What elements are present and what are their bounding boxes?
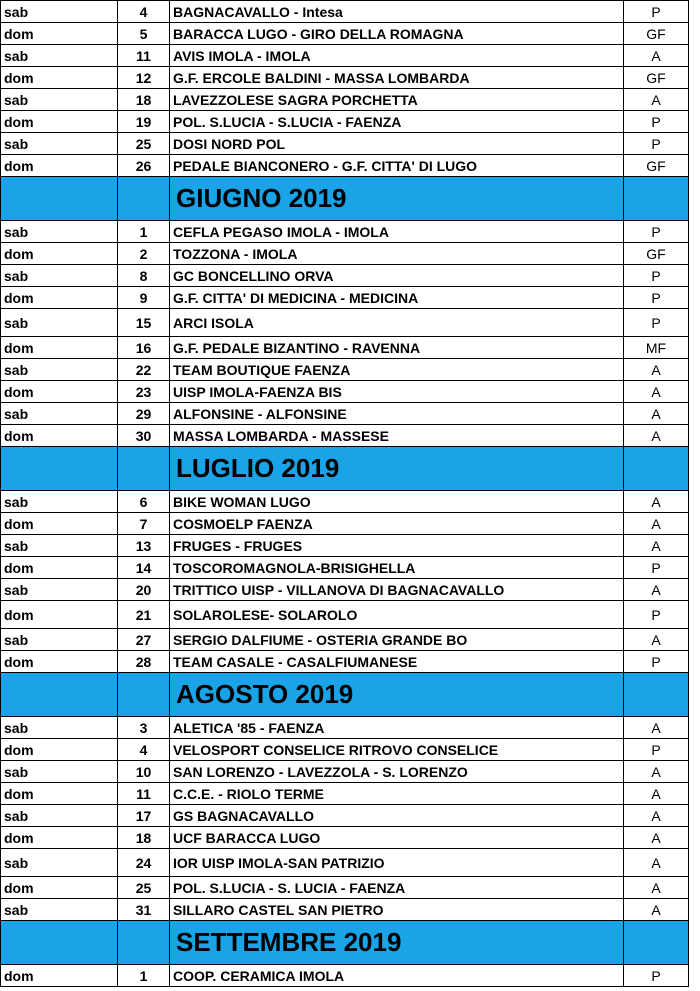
event-cell: G.F. PEDALE BIZANTINO - RAVENNA <box>170 337 624 359</box>
type-cell: A <box>624 425 689 447</box>
month-header-empty-cell <box>1 673 118 717</box>
day-cell: sab <box>1 403 118 425</box>
table-row <box>1 877 689 899</box>
date-number-cell: 4 <box>118 739 170 761</box>
type-cell: A <box>624 89 689 111</box>
event-cell: VELOSPORT CONSELICE RITROVO CONSELICE <box>170 739 624 761</box>
event-cell: C.C.E. - RIOLO TERME <box>170 783 624 805</box>
type-cell: A <box>624 629 689 651</box>
table-row <box>1 381 689 403</box>
type-cell: A <box>624 45 689 67</box>
month-title: GIUGNO 2019 <box>170 177 624 221</box>
day-cell: sab <box>1 849 118 877</box>
day-cell: dom <box>1 827 118 849</box>
type-cell: P <box>624 651 689 673</box>
event-cell: UISP IMOLA-FAENZA BIS <box>170 381 624 403</box>
table-row <box>1 579 689 601</box>
event-cell: UCF BARACCA LUGO <box>170 827 624 849</box>
day-cell: sab <box>1 535 118 557</box>
event-cell: TEAM CASALE - CASALFIUMANESE <box>170 651 624 673</box>
type-cell: P <box>624 309 689 337</box>
table-row <box>1 425 689 447</box>
event-cell: AVIS IMOLA - IMOLA <box>170 45 624 67</box>
day-cell: dom <box>1 601 118 629</box>
day-cell: sab <box>1 45 118 67</box>
type-cell: A <box>624 877 689 899</box>
type-cell: P <box>624 287 689 309</box>
date-number-cell: 24 <box>118 849 170 877</box>
day-cell: sab <box>1 491 118 513</box>
month-title: AGOSTO 2019 <box>170 673 624 717</box>
day-cell: sab <box>1 133 118 155</box>
event-cell: BARACCA LUGO - GIRO DELLA ROMAGNA <box>170 23 624 45</box>
table-row <box>1 337 689 359</box>
type-cell: P <box>624 739 689 761</box>
date-number-cell: 6 <box>118 491 170 513</box>
event-cell: MASSA LOMBARDA - MASSESE <box>170 425 624 447</box>
day-cell: dom <box>1 111 118 133</box>
date-number-cell: 27 <box>118 629 170 651</box>
type-cell: A <box>624 805 689 827</box>
type-cell: P <box>624 1 689 23</box>
event-cell: FRUGES - FRUGES <box>170 535 624 557</box>
table-row <box>1 243 689 265</box>
event-cell: ARCI ISOLA <box>170 309 624 337</box>
date-number-cell: 29 <box>118 403 170 425</box>
type-cell: P <box>624 111 689 133</box>
date-number-cell: 2 <box>118 243 170 265</box>
day-cell: dom <box>1 877 118 899</box>
type-cell: A <box>624 359 689 381</box>
type-cell: A <box>624 403 689 425</box>
day-cell: dom <box>1 287 118 309</box>
day-cell: dom <box>1 651 118 673</box>
date-number-cell: 11 <box>118 45 170 67</box>
table-row <box>1 287 689 309</box>
table-row <box>1 805 689 827</box>
event-cell: BAGNACAVALLO - Intesa <box>170 1 624 23</box>
type-cell: A <box>624 491 689 513</box>
month-header-empty-cell <box>118 921 170 965</box>
table-row <box>1 629 689 651</box>
table-row <box>1 739 689 761</box>
date-number-cell: 1 <box>118 965 170 987</box>
table-row <box>1 535 689 557</box>
day-cell: sab <box>1 359 118 381</box>
table-row <box>1 783 689 805</box>
month-header-empty-cell <box>624 177 689 221</box>
date-number-cell: 13 <box>118 535 170 557</box>
date-number-cell: 9 <box>118 287 170 309</box>
table-row <box>1 45 689 67</box>
type-cell: GF <box>624 67 689 89</box>
event-cell: COOP. CERAMICA IMOLA <box>170 965 624 987</box>
type-cell: A <box>624 899 689 921</box>
day-cell: sab <box>1 265 118 287</box>
day-cell: dom <box>1 337 118 359</box>
date-number-cell: 28 <box>118 651 170 673</box>
month-header-row <box>1 673 689 717</box>
table-row <box>1 717 689 739</box>
table-row <box>1 133 689 155</box>
month-header-empty-cell <box>1 921 118 965</box>
month-header-empty-cell <box>118 447 170 491</box>
month-header-row <box>1 177 689 221</box>
month-header-empty-cell <box>624 673 689 717</box>
date-number-cell: 26 <box>118 155 170 177</box>
event-cell: G.F. CITTA' DI MEDICINA - MEDICINA <box>170 287 624 309</box>
date-number-cell: 20 <box>118 579 170 601</box>
type-cell: A <box>624 717 689 739</box>
type-cell: A <box>624 783 689 805</box>
type-cell: P <box>624 133 689 155</box>
table-row <box>1 849 689 877</box>
table-row <box>1 89 689 111</box>
table-row <box>1 67 689 89</box>
date-number-cell: 21 <box>118 601 170 629</box>
table-row <box>1 491 689 513</box>
date-number-cell: 31 <box>118 899 170 921</box>
table-row <box>1 23 689 45</box>
day-cell: sab <box>1 309 118 337</box>
day-cell: dom <box>1 739 118 761</box>
table-row <box>1 557 689 579</box>
type-cell: A <box>624 849 689 877</box>
event-cell: TEAM BOUTIQUE FAENZA <box>170 359 624 381</box>
date-number-cell: 3 <box>118 717 170 739</box>
table-row <box>1 827 689 849</box>
event-cell: IOR UISP IMOLA-SAN PATRIZIO <box>170 849 624 877</box>
event-cell: POL. S.LUCIA - S.LUCIA - FAENZA <box>170 111 624 133</box>
event-cell: ALETICA '85 - FAENZA <box>170 717 624 739</box>
month-header-row <box>1 921 689 965</box>
table-row <box>1 761 689 783</box>
date-number-cell: 14 <box>118 557 170 579</box>
day-cell: dom <box>1 513 118 535</box>
table-row <box>1 111 689 133</box>
event-cell: SAN LORENZO - LAVEZZOLA - S. LORENZO <box>170 761 624 783</box>
table-row <box>1 899 689 921</box>
date-number-cell: 15 <box>118 309 170 337</box>
table-row <box>1 651 689 673</box>
day-cell: sab <box>1 579 118 601</box>
month-header-empty-cell <box>624 447 689 491</box>
event-cell: SILLARO CASTEL SAN PIETRO <box>170 899 624 921</box>
type-cell: P <box>624 557 689 579</box>
month-title: LUGLIO 2019 <box>170 447 624 491</box>
type-cell: A <box>624 579 689 601</box>
table-row <box>1 309 689 337</box>
date-number-cell: 8 <box>118 265 170 287</box>
day-cell: sab <box>1 221 118 243</box>
day-cell: dom <box>1 557 118 579</box>
date-number-cell: 25 <box>118 133 170 155</box>
event-cell: CEFLA PEGASO IMOLA - IMOLA <box>170 221 624 243</box>
type-cell: A <box>624 381 689 403</box>
date-number-cell: 10 <box>118 761 170 783</box>
event-cell: BIKE WOMAN LUGO <box>170 491 624 513</box>
date-number-cell: 18 <box>118 89 170 111</box>
table-row <box>1 1 689 23</box>
month-header-empty-cell <box>1 177 118 221</box>
month-header-empty-cell <box>1 447 118 491</box>
date-number-cell: 23 <box>118 381 170 403</box>
event-cell: SOLAROLESE- SOLAROLO <box>170 601 624 629</box>
table-row <box>1 965 689 987</box>
table-row <box>1 403 689 425</box>
table-row <box>1 221 689 243</box>
table-row <box>1 601 689 629</box>
event-cell: ALFONSINE - ALFONSINE <box>170 403 624 425</box>
type-cell: P <box>624 221 689 243</box>
date-number-cell: 30 <box>118 425 170 447</box>
day-cell: dom <box>1 783 118 805</box>
date-number-cell: 16 <box>118 337 170 359</box>
day-cell: dom <box>1 243 118 265</box>
event-cell: POL. S.LUCIA - S. LUCIA - FAENZA <box>170 877 624 899</box>
day-cell: sab <box>1 629 118 651</box>
event-cell: GS BAGNACAVALLO <box>170 805 624 827</box>
event-cell: GC BONCELLINO ORVA <box>170 265 624 287</box>
type-cell: P <box>624 601 689 629</box>
type-cell: GF <box>624 23 689 45</box>
day-cell: sab <box>1 899 118 921</box>
date-number-cell: 12 <box>118 67 170 89</box>
date-number-cell: 7 <box>118 513 170 535</box>
day-cell: dom <box>1 67 118 89</box>
type-cell: GF <box>624 155 689 177</box>
day-cell: dom <box>1 23 118 45</box>
type-cell: GF <box>624 243 689 265</box>
date-number-cell: 4 <box>118 1 170 23</box>
event-cell: TOSCOROMAGNOLA-BRISIGHELLA <box>170 557 624 579</box>
month-header-empty-cell <box>118 673 170 717</box>
event-cell: TRITTICO UISP - VILLANOVA DI BAGNACAVALLO <box>170 579 624 601</box>
date-number-cell: 1 <box>118 221 170 243</box>
date-number-cell: 22 <box>118 359 170 381</box>
month-header-empty-cell <box>118 177 170 221</box>
day-cell: dom <box>1 965 118 987</box>
event-cell: PEDALE BIANCONERO - G.F. CITTA' DI LUGO <box>170 155 624 177</box>
event-cell: LAVEZZOLESE SAGRA PORCHETTA <box>170 89 624 111</box>
month-title: SETTEMBRE 2019 <box>170 921 624 965</box>
day-cell: sab <box>1 89 118 111</box>
date-number-cell: 18 <box>118 827 170 849</box>
month-header-empty-cell <box>624 921 689 965</box>
date-number-cell: 5 <box>118 23 170 45</box>
event-cell: COSMOELP FAENZA <box>170 513 624 535</box>
type-cell: A <box>624 513 689 535</box>
table-row <box>1 265 689 287</box>
day-cell: sab <box>1 717 118 739</box>
table-row <box>1 359 689 381</box>
date-number-cell: 11 <box>118 783 170 805</box>
date-number-cell: 19 <box>118 111 170 133</box>
day-cell: dom <box>1 381 118 403</box>
event-cell: DOSI NORD POL <box>170 133 624 155</box>
type-cell: A <box>624 761 689 783</box>
type-cell: P <box>624 265 689 287</box>
day-cell: sab <box>1 805 118 827</box>
event-cell: SERGIO DALFIUME - OSTERIA GRANDE BO <box>170 629 624 651</box>
table-row <box>1 513 689 535</box>
table-row <box>1 155 689 177</box>
type-cell: P <box>624 965 689 987</box>
type-cell: A <box>624 827 689 849</box>
type-cell: A <box>624 535 689 557</box>
date-number-cell: 17 <box>118 805 170 827</box>
schedule-body <box>1 1 689 987</box>
date-number-cell: 25 <box>118 877 170 899</box>
event-cell: TOZZONA - IMOLA <box>170 243 624 265</box>
month-header-row <box>1 447 689 491</box>
event-cell: G.F. ERCOLE BALDINI - MASSA LOMBARDA <box>170 67 624 89</box>
day-cell: sab <box>1 761 118 783</box>
day-cell: sab <box>1 1 118 23</box>
type-cell: MF <box>624 337 689 359</box>
day-cell: dom <box>1 425 118 447</box>
day-cell: dom <box>1 155 118 177</box>
